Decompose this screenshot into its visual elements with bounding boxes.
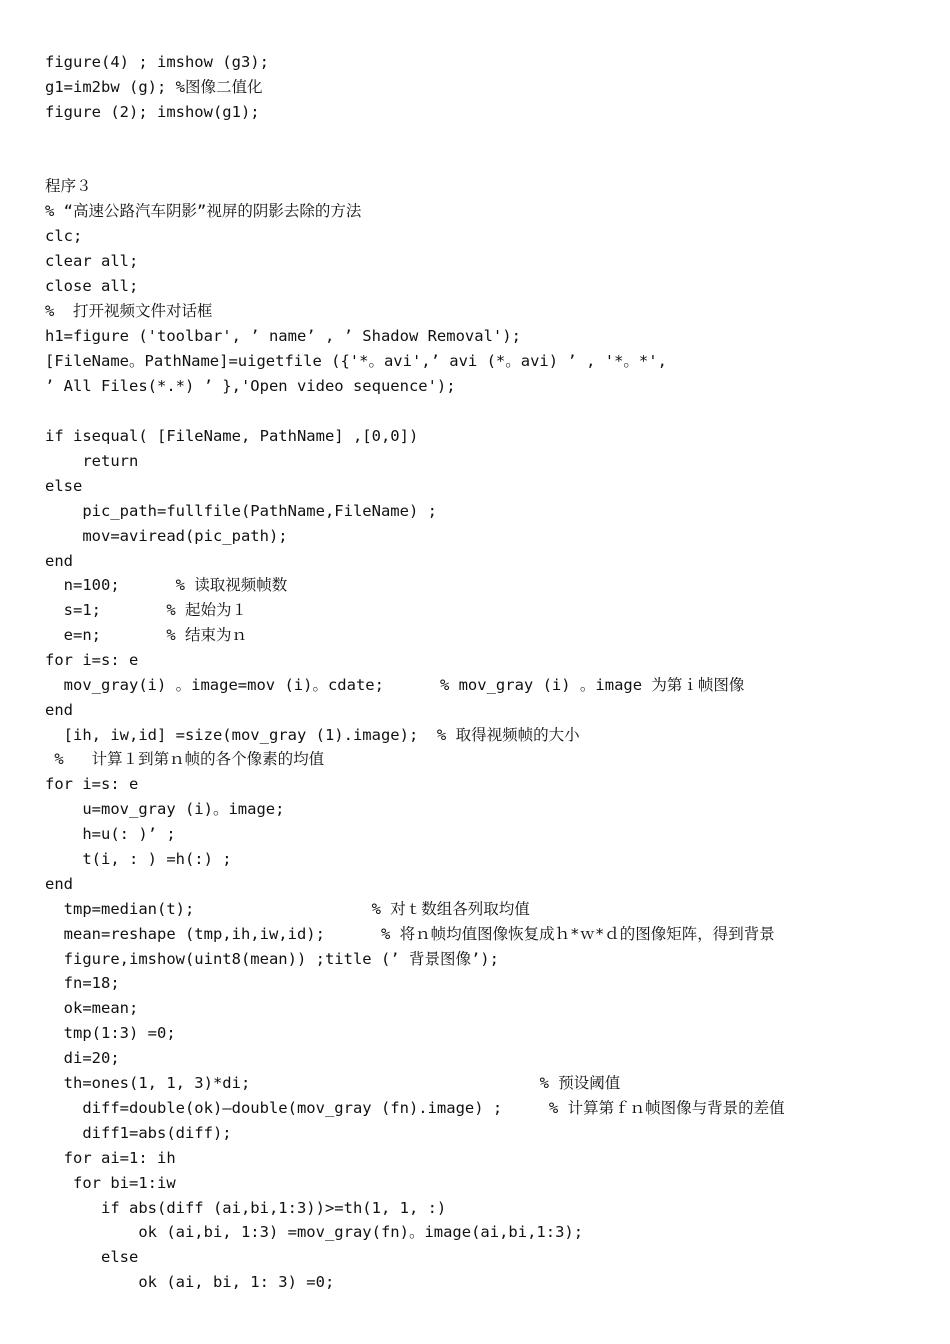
code-line: end xyxy=(45,875,73,893)
code-line: else xyxy=(45,1248,139,1266)
code-comment: % 计算１到第ｎ帧的各个像素的均值 xyxy=(45,750,325,768)
code-line: figure,imshow(uint8(mean)) ;title (’ 背景图像’); xyxy=(45,950,499,968)
section-heading: 程序３ xyxy=(45,177,92,195)
code-line: end xyxy=(45,552,73,570)
code-line: figure(4) ; imshow (g3); xyxy=(45,53,269,71)
code-line: for ai=1: ih xyxy=(45,1149,176,1167)
code-line: di=20; xyxy=(45,1049,120,1067)
code-line: g1=im2bw (g); %图像二值化 xyxy=(45,78,263,96)
code-line: if isequal( [FileName, PathName] ,[0,0]) xyxy=(45,427,419,445)
code-line: e=n; % 结束为ｎ xyxy=(45,626,247,644)
code-line: mov=aviread(pic_path); xyxy=(45,527,288,545)
code-line: tmp(1:3) =0; xyxy=(45,1024,176,1042)
code-line: u=mov_gray (i)。image; xyxy=(45,800,285,818)
code-line: for bi=1:iw xyxy=(45,1174,176,1192)
code-line: tmp=median(t); % 对ｔ数组各列取均值 xyxy=(45,900,530,918)
code-line: ok=mean; xyxy=(45,999,139,1017)
code-line: t(i, : ) =h(:) ; xyxy=(45,850,232,868)
code-line: figure (2); imshow(g1); xyxy=(45,103,260,121)
code-line: for i=s: e xyxy=(45,651,139,669)
code-line: clc; xyxy=(45,227,83,245)
code-line: end xyxy=(45,701,73,719)
code-comment: % “高速公路汽车阴影”视屏的阴影去除的方法 xyxy=(45,202,362,220)
code-line: s=1; % 起始为１ xyxy=(45,601,247,619)
code-line: mov_gray(i) 。image=mov (i)。cdate; % mov_gray (i) 。image 为第ｉ帧图像 xyxy=(45,676,745,694)
code-line: clear all; xyxy=(45,252,139,270)
code-line: ’ All Files(*.*) ’ },'Open video sequence'); xyxy=(45,377,456,395)
code-line: [FileName。PathName]=uigetfile ({'*。avi',’ avi (*。avi) ’ , '*。*', xyxy=(45,352,667,370)
code-line: close all; xyxy=(45,277,139,295)
code-line: th=ones(1, 1, 3)*di; % 预设阈值 xyxy=(45,1074,621,1092)
code-line: ok (ai,bi, 1:3) =mov_gray(fn)。image(ai,bi,1:3); xyxy=(45,1223,584,1241)
code-line: ok (ai, bi, 1: 3) =0; xyxy=(45,1273,335,1291)
code-line: mean=reshape (tmp,ih,iw,id); % 将ｎ帧均值图像恢复成ｈ*ｗ*ｄ的图像矩阵，得到背景 xyxy=(45,925,775,943)
code-line: fn=18; xyxy=(45,974,120,992)
code-line: [ih, iw,id] =size(mov_gray (1).image); % 取得视频帧的大小 xyxy=(45,726,580,744)
code-comment: % 打开视频文件对话框 xyxy=(45,302,213,320)
code-line: if abs(diff (ai,bi,1:3))>=th(1, 1, :) xyxy=(45,1199,447,1217)
code-line: diff1=abs(diff); xyxy=(45,1124,232,1142)
code-line: diff=double(ok)—double(mov_gray (fn).image) ; % 计算第ｆｎ帧图像与背景的差值 xyxy=(45,1099,785,1117)
code-line: h1=figure ('toolbar', ’ name’ , ’ Shadow Removal'); xyxy=(45,327,521,345)
code-line: else xyxy=(45,477,83,495)
code-line: for i=s: e xyxy=(45,775,139,793)
code-line: n=100; % 读取视频帧数 xyxy=(45,576,288,594)
code-line: h=u(: )’ ; xyxy=(45,825,176,843)
code-line: return xyxy=(45,452,139,470)
code-line: pic_path=fullfile(PathName,FileName) ; xyxy=(45,502,437,520)
